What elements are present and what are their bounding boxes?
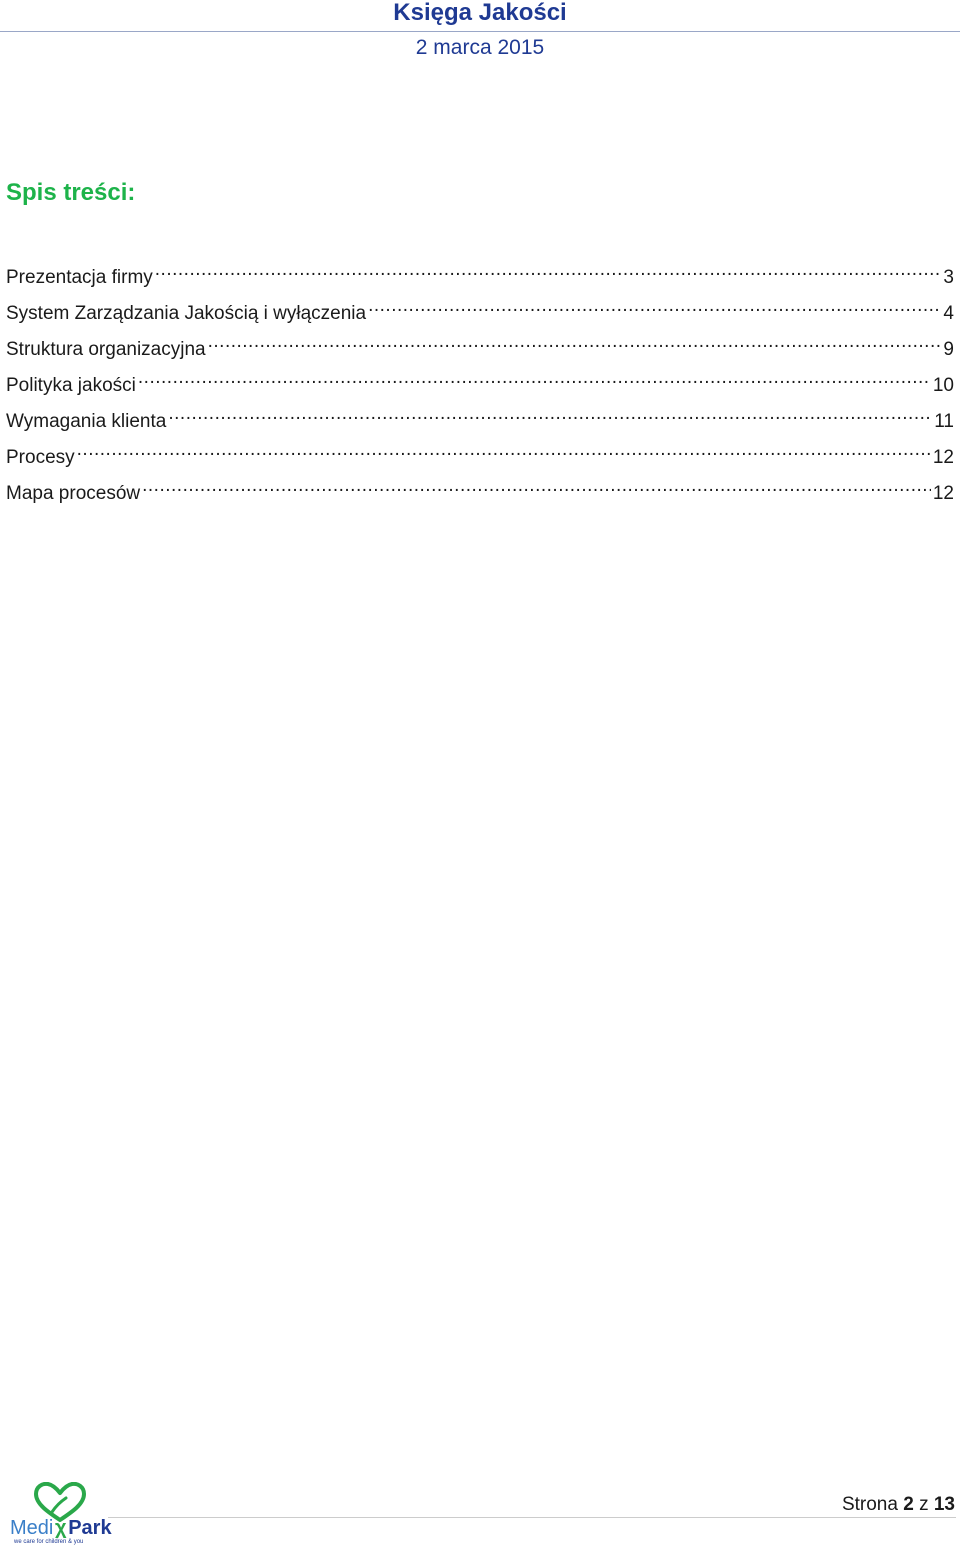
toc-item-page: 4 (943, 303, 954, 324)
toc-heading: Spis treści: (6, 179, 136, 206)
toc-item[interactable] (6, 437, 954, 473)
toc-item-page: 10 (932, 375, 954, 396)
logo-figure-icon: χ (53, 1517, 69, 1539)
heart-logo-icon (30, 1482, 90, 1522)
toc-item[interactable] (6, 365, 954, 401)
page-header (0, 0, 960, 64)
logo-tagline: we care for children & you (14, 1539, 84, 1545)
logo-wordmark (10, 1518, 112, 1538)
toc-dot-leader (155, 257, 942, 283)
toc-item-label: Mapa procesów (6, 483, 141, 504)
footer-divider (108, 1517, 956, 1518)
page-number-prefix: Strona (841, 1494, 898, 1515)
page-number-current: 2 (903, 1494, 914, 1515)
page-number-total: 13 (933, 1494, 955, 1515)
medipark-logo (8, 1482, 110, 1546)
page-number-separator: z (919, 1494, 929, 1515)
toc-dot-leader (138, 365, 931, 391)
toc-item[interactable] (6, 257, 954, 293)
toc-dot-leader (168, 401, 932, 427)
toc-item-page: 9 (943, 339, 954, 360)
toc-dot-leader (142, 473, 931, 499)
toc-item-label: Wymagania klienta (6, 411, 167, 432)
toc-item-page: 3 (943, 267, 954, 288)
toc-item-label: Polityka jakości (6, 375, 136, 396)
header-divider (0, 31, 960, 32)
toc-item[interactable] (6, 473, 954, 509)
toc-dot-leader (208, 329, 942, 355)
toc-item-label: Struktura organizacyjna (6, 339, 206, 360)
page-footer (0, 1470, 960, 1556)
toc-dot-leader (368, 293, 941, 319)
logo-name-medi: Medi (10, 1517, 54, 1539)
toc-dot-leader (77, 437, 931, 463)
toc-item-page: 12 (932, 447, 954, 468)
toc-item-label: System Zarządzania Jakością i wyłączenia (6, 303, 367, 324)
toc-item-page: 12 (932, 483, 954, 504)
table-of-contents (6, 257, 954, 509)
toc-item-label: Procesy (6, 447, 75, 468)
toc-item[interactable] (6, 329, 954, 365)
toc-item-page: 11 (934, 411, 954, 432)
toc-item[interactable] (6, 401, 954, 437)
toc-item[interactable] (6, 293, 954, 329)
logo-name-park: Park (68, 1517, 112, 1539)
document-title: Księga Jakości (393, 0, 567, 26)
page-number (842, 1494, 955, 1516)
toc-item-label: Prezentacja firmy (6, 267, 153, 288)
document-date: 2 marca 2015 (415, 36, 545, 59)
